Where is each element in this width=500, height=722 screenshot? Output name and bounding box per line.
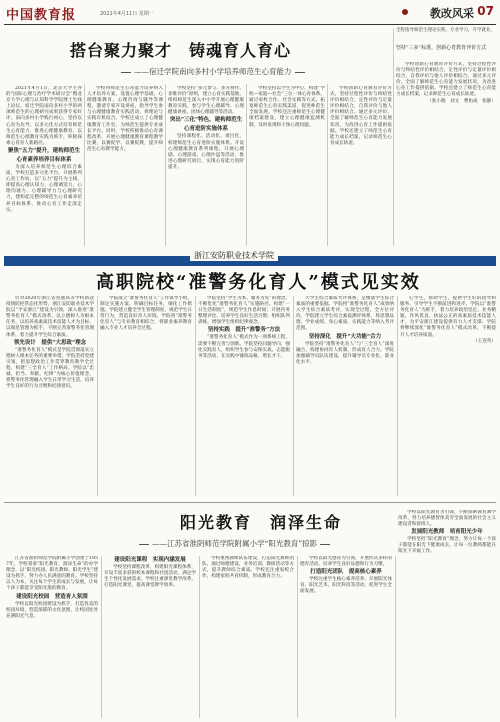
- story1-sidebar-top: 全程指导师范生理论实践，专业学习，升学就业。: [396, 28, 495, 33]
- column-divider: [327, 84, 328, 246]
- story1-column-6: 学校创新心育教育评价方式，坚持过程性评价与终结性评价相结合，定性评价与定量评价相结合，自我评价与他人评价相结合。通过多元评价，全面了解师范生心育能力发展状况，为改进心育工作提供依据。学校还建立了师范生心育能力成长档案，记录师范生心育成长轨迹。 （张小晓 刘文 曹佑成 张静）: [396, 62, 496, 104]
- column-divider: [84, 84, 85, 246]
- story1-column-1: 2021年4月1日，北京大学主办的“国际心理与治疗学术研讨会”暨北京大学心理与认知科学学院博士生线上论坛，宿迁学院南向多村小学的两项师范生的心理研究成果获得专家好评。南向多村小学践行初心，坚持以心育为先导，以多元化方式培育师范生心育能力，推进心理健康教育，以师范生心理教育实践为抓手，积极探索心育育人新路径。 聚焦“五力”提升，建构师范生心育素养培养目标体系 为深入培养师范生心理综合素质，学校打造多元化平台，开展系列心育工作坊，以“五力”提升为主线，即提高心理认知力、心理调适力、心理沟通力、心理辅导力与心理研究力，建构起完整的师范生心育素养培养目标体系，推动心育工作走深走实。: [6, 86, 82, 213]
- story2-subhead-3: 坚持深化 提升“大功能”合力: [308, 333, 382, 340]
- column-divider: [199, 556, 200, 718]
- section-rule: [4, 502, 496, 503]
- story1-byline: （张小晓 刘文 曹佑成 张静）: [427, 98, 496, 104]
- story2-column-5: 心学生，帮助学生，提供学生好的指导和服务。引导学生不断前进和进步。学院以“准警务化育人”为抓手，着力培养政治坚定、业务精通、作风优良、执法公正的高素质技术技能人才，为平安浙江建设提供有力人才支撑。学院将继续深化“准警务化育人”模式改革，不断提升人才培养质量。 （王连英）: [400, 296, 496, 344]
- story3-subhead-4: 发展阳光教师 培育阳光少年: [411, 529, 483, 536]
- story2-headline: 高职院校“准警务化育人”模式见实效: [96, 272, 421, 293]
- story3-column-2: 建设阳光课程 实现内涵发展 学校坚持课程改革，构建阳光课程体系，开设丰富多彩的校本课程和社团活动，满足学生个性化发展需求。学校注重课堂教学改革，打造阳光课堂，提高课堂教学效率。: [104, 557, 196, 589]
- column-divider: [165, 84, 166, 246]
- story1-column-2: 学校将师范生心育能力培养纳入人才培养方案，设置心理学基础、心理健康教育、心理咨询与辅导等课程，邀请专家开设讲座，指导学生参与心理健康教育实践活动，将理论与实践有机结合。学校还成立了心理健康教育工作室，为师范生提供专业成长平台。同时，学校积极推动心育课程改革，开展心理健康教育课程教学比赛，以赛促学、以赛促教，提升师范生心育教学能力。: [87, 86, 163, 152]
- story3-subtitle: ——江苏省淮阴师范学院附属小学“阳光教育”掠影: [136, 538, 333, 549]
- story2-column-4: 大学生综合素质考评体系，是衡量学生综合素质的重要依据。学院将“准警务化育人”成效纳入学生综合素质考评，实现全过程、全方位评价。学院建立学生综合素质测评体系，将思想品德、学业成绩、身心素质、实践能力等纳入考评范围。 坚持深化 提升“大功能”合力 学院坚持“准警务化育人”与“三全育人”深度融合，构建协同育人机制，形成育人合力。学院加强辅导员队伍建设，提升辅导员专业化、职业化水平。: [296, 296, 394, 365]
- column-divider: [395, 556, 396, 718]
- story3-subhead-2: 建设阳光课程 实现内涵发展: [114, 557, 186, 563]
- column-divider: [195, 296, 196, 496]
- story2-subhead-2: 坚持实践 提升“准警务”方法: [207, 327, 281, 334]
- story3-column-4: 学校以阳光德育为引领，开展形式多样的德育活动，培养学生良好品德和行为习惯。 打造阳光团队 提高核心素养 学校注重学生核心素养培养，开展阳光体育、阳光艺术、阳光科技等活动，促进学生全面发展。: [300, 556, 392, 595]
- masthead-rule: [4, 24, 496, 25]
- section-title: 教改风采: [430, 7, 474, 20]
- section-dot-icon: [402, 9, 408, 15]
- column-divider: [97, 296, 98, 496]
- story1-column-3: 学校坚持“多元参与、多方协作、多维评价”原则，建立心育实践基地，组织师范生深入中小学开展心理健康教育实践，参与学生心理辅导、心理健康讲座、团体心理辅导等活动。 突出“三化”特色，建构师范生心育进阶实施体系 坚持课程化、活动化、项目化，构建师范生心育进阶实施体系。开设心理健康教育系列课程，开展心理剧、心理游戏、心理沙盘等活动，推进心理研究项目，实现心育能力进阶提升。: [168, 86, 244, 170]
- story3-subhead-3: 打造阳光团队 提高核心素养: [310, 569, 382, 576]
- story1-column-5: 学校创新心育教育评价方式，坚持过程性评价与终结性评价相结合，定性评价与定量评价相结合，自我评价与他人评价相结合。通过多元评价，全面了解师范生心育能力发展状况，为改进心育工作提供依据。学校还建立了师范生心育能力成长档案，记录师范生心育成长轨迹。: [330, 86, 392, 146]
- story3-headline: 阳光教育 润泽生命: [180, 513, 343, 532]
- story2-school-name: 浙江安防职业技术学院: [190, 250, 278, 261]
- story2-column-1: 针对2020年浙江省普通高等学校新冠疫情防控常态化形势，浙江安防职业技术学院以“平安浙江”建设为引领，深入推进“准警务化育人”模式改革，以立德树人为根本任务，以培养高素质技术技能人才为目标，以规范管理为抓手，不断完善准警务化管理体系，着力提升学生综合素质。 领先设计 提供“大思政”理念 “准警务化育人”模式是学院贯彻落实立德树人根本任务的重要举措。学院坚持党建引领，把思想政治工作贯穿教育教学全过程，构建“三全育人”工作格局。学院以“忠诚、担当、奉献、纪律”为核心价值理念，将警务化管理融入学生日常学习生活，培养学生良好的行为习惯和纪律意识。: [6, 296, 94, 390]
- column-divider: [246, 84, 247, 246]
- story2-subhead-1: 领先设计 提供“大思政”理念: [13, 339, 87, 346]
- column-divider: [297, 556, 298, 718]
- column-divider: [397, 296, 398, 496]
- story2-byline: （王连英）: [473, 338, 496, 344]
- story1-subhead-2: 突出“三化”特色，建构师范生心育进阶实施体系: [169, 117, 243, 133]
- story3-column-3: 学校重视教师队伍建设，打造阳光教师团队。通过师德建设、业务培训、教研活动等方式，提升教师综合素质。学校还注重家校合作，构建家校共育机制，形成教育合力。: [202, 556, 294, 580]
- column-divider: [293, 296, 294, 496]
- newspaper-logo: 中国教育报: [6, 8, 77, 23]
- page-number: 07: [477, 4, 494, 18]
- column-divider: [393, 28, 394, 246]
- story2-column-2: 学院成立“准警务化育人”工作领导小组，制定实施方案，明确目标任务，细化工作措施。学院建立健全学生管理制度，规范学生日常行为，营造良好育人环境。学院将“准警务化育人”与专业教育相结合，将职业素养教育融入专业人才培养全过程。: [100, 296, 192, 332]
- masthead: [4, 2, 496, 24]
- story2-column-3: 学院坚持“学生为本、服务为先”的理念，不断优化“准警务化育人”实施路径。构建“一日生活制度”，规范学生作息时间；开展内务整理评比，培养学生良好生活习惯；组织队列训练，增强学生组织纪律观念。 坚持实践 提升“准警务”方法 “准警务化育人”模式作为一项系统工程，需要不断完善与创新。学院坚持问题导向，强化实践育人，组织学生参与安保实战、志愿服务等活动，在实践中锤炼品格、增长才干。: [198, 296, 290, 359]
- story3-column-5: 学校以阳光教育为引领，不断探索教育教学改革，努力培养德智体美劳全面发展的社会主义建设者和接班人。 发展阳光教师 培育阳光少年 学校坚持“阳光教育”理念，努力让每一个孩子都能在阳光下健康成长，让每一位教师都能在阳光下幸福工作。: [398, 510, 496, 555]
- story3-subhead-1: 建设阳光校园 营造育人氛围: [16, 593, 88, 600]
- story1-subtitle: ——宿迁学院南向多村小学培养师范生心育能力: [118, 66, 308, 77]
- story1-sidebar-lede: 坚持“三多”标准，创新心育教育评价方式: [396, 45, 487, 51]
- story1-headline: 搭台聚力聚才 铸魂育人育心: [70, 41, 292, 60]
- issue-date: 2021年4月11日 星期一: [100, 11, 154, 17]
- story1-column-4: 学校坚持以学生为中心，构建“学校—家庭—社会”三位一体心育体系。通过家校合作、社会实践等方式，拓宽师范生心育实践渠道，促进师范生全面发展。学校还注重师范生心理健康档案建设，建立心理健康监测机制，及时发现和干预心理问题。: [249, 86, 325, 128]
- story1-subhead-1: 聚焦“五力”提升，建构师范生心育素养培养目标体系: [7, 147, 81, 163]
- story3-column-1: 江苏省淮阴师范学院附属小学创建于1957年，学校秉承“阳光教育、润泽生命”的办学理念，以“阳光校园、阳光教师、阳光学生”建设为抓手，努力办人民满意的教育。学校坚持以人为本，关注每个学生的成长与发展，让每个孩子都能享受阳光般的教育。 建设阳光校园 营造育人氛围 学校以阳光校园建设为抓手，打造优美的校园环境，营造浓郁的文化氛围，让校园处处充满阳光气息。: [6, 556, 98, 619]
- column-divider: [101, 556, 102, 718]
